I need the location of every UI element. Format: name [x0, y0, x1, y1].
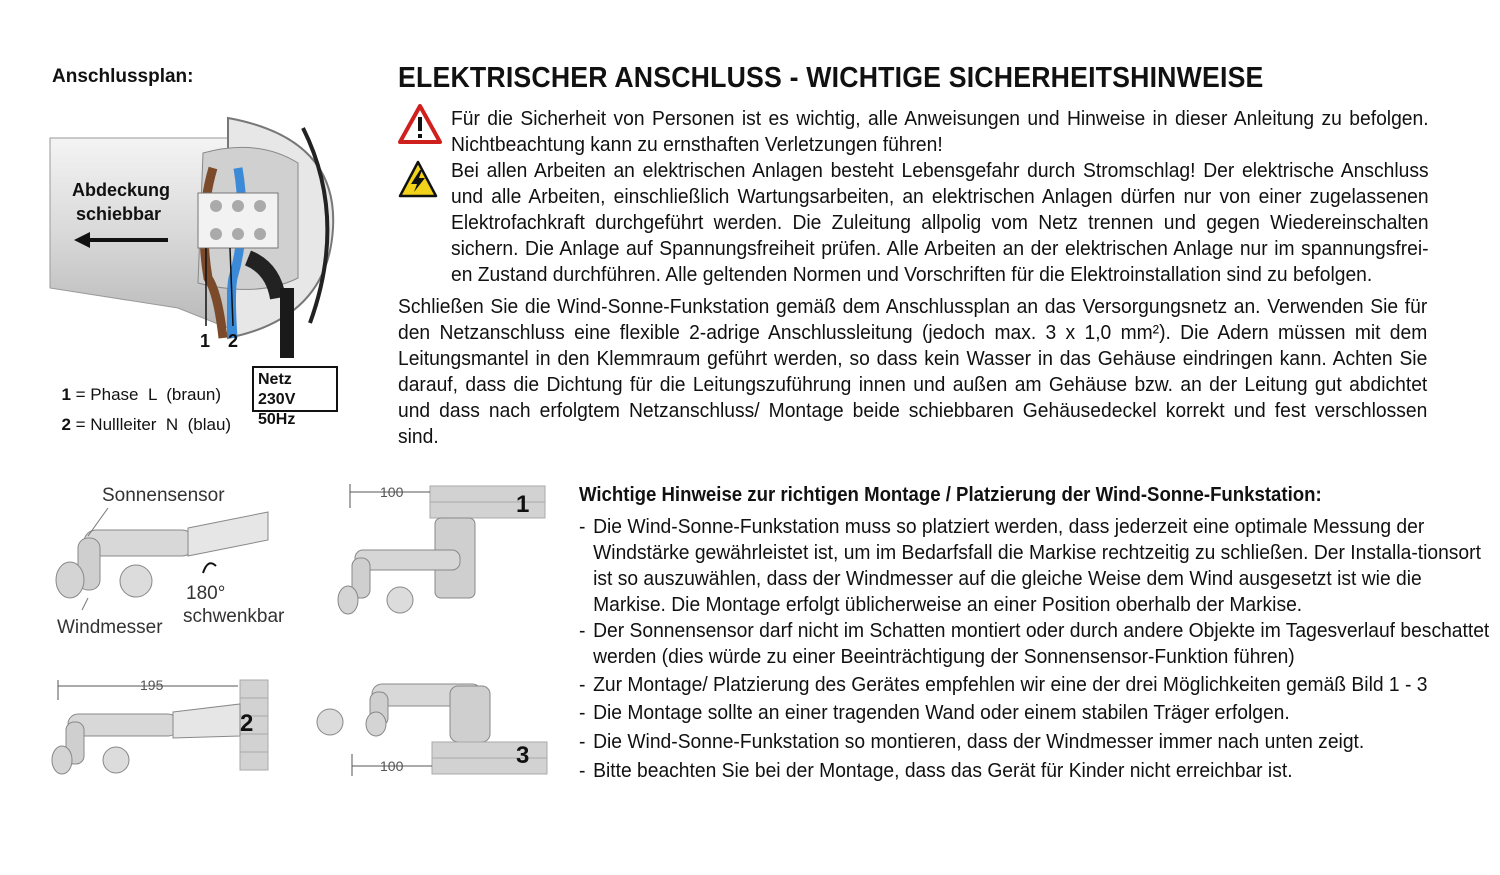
legend-item: [52, 392, 231, 436]
legend-text: = Phase L (braun): [70, 385, 222, 404]
note-dash: -: [579, 701, 586, 724]
mains-voltage: 230V 50Hz: [258, 391, 296, 428]
terminal-number-1: 1: [200, 331, 211, 351]
plan-title: Anschlussplan:: [52, 66, 194, 87]
mounting-note: [579, 618, 1491, 670]
note-dash: -: [579, 759, 586, 782]
note-dash: -: [579, 619, 586, 642]
mounting-note: [579, 758, 1491, 784]
mounting-note: [579, 729, 1491, 755]
note-text: Die Montage sollte an einer tragenden Wand oder einem stabilen Träger erfolgen.: [593, 701, 1290, 724]
warning-triangle-icon: [398, 104, 442, 144]
option-1-dimension: 100: [380, 484, 404, 500]
mounting-note: [579, 514, 1491, 618]
section-heading: ELEKTRISCHER ANSCHLUSS - WICHTIGE SICHERHEITSHINWEISE: [398, 62, 1264, 94]
legend-num: 1: [61, 385, 71, 404]
note-text: Bitte beachten Sie bei der Montage, dass das Gerät für Kinder nicht erreichbar ist.: [593, 759, 1293, 782]
note-dash: -: [579, 673, 586, 696]
option-2-number: 2: [240, 710, 254, 737]
legend-text: = Nullleiter N (blau): [70, 415, 232, 434]
option-3-dimension: 100: [380, 758, 404, 774]
connection-plan-illustration: [48, 108, 348, 358]
terminal-number-2: 2: [228, 331, 239, 351]
note-text: Die Wind-Sonne-Funkstation muss so platziert werden, dass jederzeit eine optimale Messung der Windstärke gewährleistet ist, um im Bedarfsfall die Markise rechtzeitig zu schließen. Der Installa-tionsort ist so auszuwählen, dass der Windmesser auf die gleiche Weise dem Wind ausgesetzt ist wie die Markise. Die Montage erfolgt üblicherweise an einer Position oberhalb der Markise.: [593, 515, 1481, 616]
high-voltage-warning-icon: [398, 160, 438, 198]
legend-num: 2: [61, 415, 71, 434]
power-cable: [280, 288, 294, 358]
note-text: Der Sonnensensor darf nicht im Schatten montiert oder durch andere Objekte im Tagesverlauf beschattet werden (dies würde zu einer Beeinträchtigung der Sonnensensor-Funktion führen): [593, 619, 1490, 668]
anemometer-label: Windmesser: [57, 617, 163, 638]
warning-electric-text: Bei allen Arbeiten an elektrischen Anlagen besteht Lebensgefahr durch Stromschlag! Der elektrische Anschluss und alle Arbeiten, einschließlich Wartungsarbeiten, an elektrischen Anlagen dürfen nur von einer zugelassenen Elektrofachkraft durchgeführt werden. Die Zuleitung allpolig vom Netz trennen und gegen Wiedereinschalten sichern. Die Anlage auf Spannungsfreiheit prüfen. Alle Arbeiten an der elektrischen Anlage nur im spannungsfrei-en Zustand durchführen. Alle geltenden Normen und Vorschriften für die Elektroinstallation sind zu befolgen.: [451, 159, 1429, 286]
option-2-dimension: 195: [140, 677, 164, 693]
note-dash: -: [579, 515, 586, 538]
mounting-note: [579, 672, 1491, 698]
note-dash: -: [579, 730, 586, 753]
option-1-number: 1: [516, 491, 530, 518]
mounting-option-3-illustration: [310, 676, 550, 786]
mains-label: Netz: [258, 371, 292, 388]
cover-label-line2: schiebbar: [76, 204, 162, 224]
mounting-notes-title: Wichtige Hinweise zur richtigen Montage / Platzierung der Wind-Sonne-Funkstation:: [579, 484, 1322, 506]
mounting-note: [579, 700, 1491, 726]
option-3-number: 3: [516, 742, 530, 769]
rotation-text-label: schwenkbar: [183, 606, 285, 627]
note-text: Zur Montage/ Platzierung des Gerätes empfehlen wir eine der drei Möglichkeiten gemäß Bild 1 - 3: [593, 673, 1428, 696]
warning-general-text: Für die Sicherheit von Personen ist es wichtig, alle Anweisungen und Hinweise in dieser Anleitung zu befolgen. Nichtbeachtung kann zu ernsthaften Verletzungen führen!: [451, 107, 1429, 156]
note-text: Die Wind-Sonne-Funkstation so montieren, dass der Windmesser immer nach unten zeigt.: [593, 730, 1365, 753]
rotation-angle-label: 180°: [186, 583, 226, 604]
connection-paragraph: Schließen Sie die Wind-Sonne-Funkstation gemäß dem Anschlussplan an das Versorgungsnetz an. Verwenden Sie für den Netzanschluss eine flexible 2-adrige Anschlussleitung (jedoch max. 3 x 1,0 mm²). Die Adern müssen mit dem Leitungsmantel in den Klemmraum geführt werden, so dass kein Wasser in das Gehäuse eindringen kann. Achten Sie darauf, dass die Dichtung für die Leitungszuführung innen und außen am Gehäuse bzw. an der Leitung gut abdichtet und dass nach erfolgtem Netzanschluss/ Montage beide schiebbaren Gehäusedeckel korrekt und fest verschlossen sind.: [398, 295, 1428, 448]
mains-supply-box: [252, 366, 338, 428]
cover-label-line1: Abdeckung: [72, 180, 171, 200]
sun-sensor-label: Sonnensensor: [102, 485, 225, 506]
